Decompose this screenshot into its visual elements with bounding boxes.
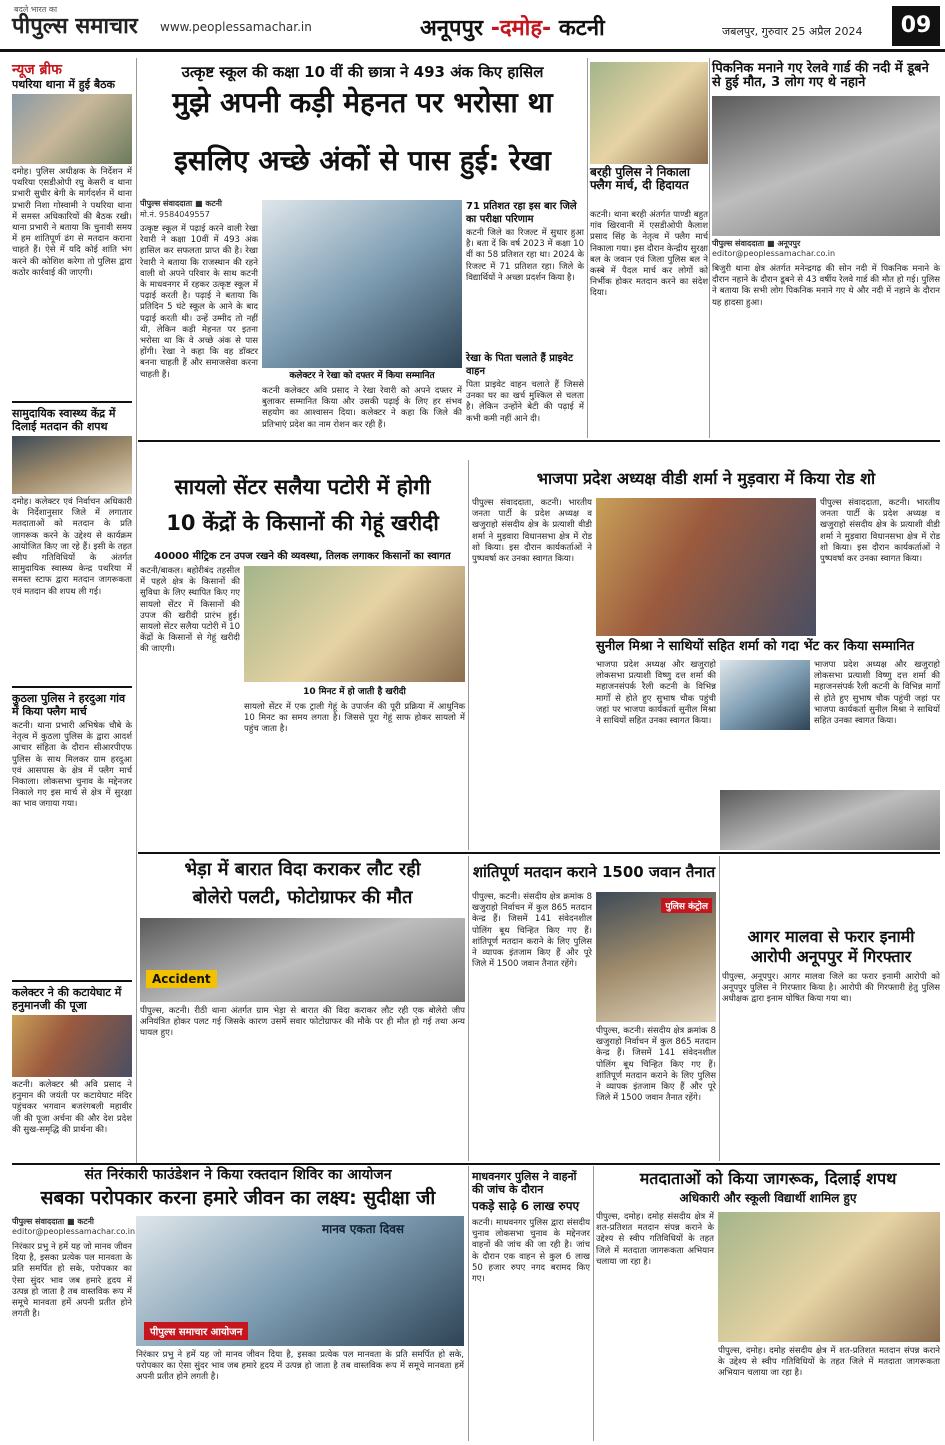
voter-oath-photo: [718, 1212, 940, 1342]
sidebar-headline: 71 प्रतिशत रहा इस बार जिले का परीक्षा परिणाम: [466, 201, 577, 225]
nirankari-body: निरंकार प्रभु ने हमें यह जो मानव जीवन दिया है, इसका प्रत्येक पल मानवता के प्रति समर्पित हो सके, परोपकार का ऐसा सुंदर भाव जब हमारे हृदय में उत्पन्न हो जाता है तब वास्तविक रूप में समूचे मानवता हमें अपनी प्रतीत होने लगती है।: [12, 1242, 132, 1320]
roadshow-sub-body: भाजपा प्रदेश अध्यक्ष और खजुराहो लोकसभा प्रत्याशी विष्णु दत्त शर्मा की महाजनसंपर्क रैली कटनी के विभिन्न मार्गों से होते हुए सुभाष चौक पहुंची जहां पर भाजपा कार्यकर्ता सुनील मिश्रा ने साथियों सहित उनका स्वागत किया।: [596, 660, 716, 727]
lead-photo-caption: कलेक्टर ने रेखा को दफ्तर में किया सम्मानित: [262, 368, 462, 384]
wheat-photo-caption: 10 मिनट में हो जाती है खरीदी: [244, 684, 465, 700]
roadshow-subheadline: सुनील मिश्रा ने साथियों सहित शर्मा को गदा भेंट कर किया सम्मानित: [596, 639, 915, 654]
email[interactable]: editor@peoplessamachar.co.in: [12, 1227, 136, 1236]
brief-photo: [12, 1015, 132, 1077]
issue-date: जबलपुर, गुरुवार 25 अप्रैल 2024: [722, 25, 863, 38]
accident-body: पीपुल्स, कटनी। रीठी थाना अंतर्गत ग्राम भेड़ा से बारात की विदा कराकर लौट रही एक बोलेरो जीप अनियंत्रित होकर पलट गई जिसके कारण उसमें सवार फोटोग्राफर की मौके पर ही मौत हो गई तथा अन्य घायल हुए।: [140, 1006, 465, 1039]
nirankari-body-2: निरंकार प्रभु ने हमें यह जो मानव जीवन दिया है, इसका प्रत्येक पल मानवता के प्रति समर्पित हो सके, परोपकार का ऐसा सुंदर भाव जब हमारे हृदय में उत्पन्न हो जाता है तब वास्तविक रूप में समूचे मानवता हमें अपनी प्रतीत होने लगती है।: [136, 1350, 464, 1383]
drowning-photo: [712, 96, 940, 236]
site-url[interactable]: www.peoplessamachar.in: [160, 20, 312, 34]
roadshow-body-2: पीपुल्स संवाददाता, कटनी। भारतीय जनता पार्टी के प्रदेश अध्यक्ष व खजुराहो संसदीय क्षेत्र के प्रत्याशी वीडी शर्मा ने मुड़वारा विधानसभा क्षेत्र में रोड शो किया। इस दौरान कार्यकर्ताओं ने पुष्पवर्षा कर उनका स्वागत किया।: [820, 498, 940, 565]
voter-oath-kicker: अधिकारी और स्कूली विद्यार्थी शामिल हुए: [679, 1191, 857, 1205]
byline: पीपुल्स संवाददाता ■ कटनी: [12, 1217, 95, 1226]
lead-sidebar: [466, 200, 584, 436]
sidebar-headline: रेखा के पिता चलाते हैं प्राइवेट वाहन: [466, 353, 574, 377]
lead-headline-1: मुझे अपनी कड़ी मेहनत पर भरोसा था: [172, 86, 553, 119]
brief-body: कटनी। कलेक्टर श्री अवि प्रसाद ने हनुमान की जयंती पर कटायेघाट मंदिर पहुंचकर भगवान बजरंगबली महावीर जी की पूजा अर्चना की और देश प्रदेश की सुख-समृद्धि की प्रार्थना की।: [12, 1080, 132, 1135]
city-damoh: दमोह: [499, 16, 543, 41]
news-brief-column: [12, 78, 132, 1163]
arrest-headline-2: आरोपी अनूपपुर में गिरफ्तार: [750, 947, 912, 966]
voter-oath-body: पीपुल्स, दमोह। दमोह संसदीय क्षेत्र में शत-प्रतिशत मतदान संपन्न कराने के उद्देश्य से स्वीप गतिविधियों के तहत जिले में मतदाता जागरूकता अभियान चलाया जा रहा है।: [596, 1212, 714, 1267]
logo-text: पीपुल्स समाचार: [12, 14, 138, 39]
lead-photo: [262, 200, 462, 368]
logo-subtitle: बदले भारत का: [14, 5, 58, 14]
wheat-body: कटनी/बाकल। बहोरीबंद तहसील में पहले क्षेत्र के किसानों की सुविधा के लिए स्थापित किए गए सायलो सेंटर में किसानों की उपज की खरीदी प्रारंभ हुई। सायलो सेंटर सलैया पटोरी में 10 केंद्रों के किसानों से गेहूं खरीदी की जाएगी।: [140, 566, 240, 655]
arrest-body: पीपुल्स, अनूपपुर। आगर मालवा जिले का फरार इनामी आरोपी को अनूपपुर पुलिस ने गिरफ्तार किया है। आरोपी की गिरफ्तारी हेतु पुलिस अधीक्षक द्वारा इनाम घोषित किया गया था।: [722, 972, 940, 1005]
brief-body: दमोह। कलेक्टर एवं निर्वाचन अधिकारी के निर्देशानुसार जिले में लगातार मतदाताओं को मतदान के प्रति जागरूक करने के उद्देश्य से कार्यक्रम आयोजित किए जा रहे हैं। इसी के तहत स्वीप गतिविधियों के अंतर्गत सामुदायिक स्वास्थ्य केन्द्र पथरिया में समस्त स्टाफ द्वारा मतदान जागरूकता एवं मतदान की शपथ ली गई।: [12, 497, 132, 597]
arrest-banner-photo: [720, 790, 940, 850]
city-anuppur: अनूपपुर: [420, 16, 484, 41]
roadshow-sub-body-2: भाजपा प्रदेश अध्यक्ष और खजुराहो लोकसभा प्रत्याशी विष्णु दत्त शर्मा की महाजनसंपर्क रैली कटनी के विभिन्न मार्गों से होते हुए सुभाष चौक पहुंची जहां पर भाजपा कार्यकर्ता सुनील मिश्रा ने साथियों सहित उनका स्वागत किया।: [814, 660, 940, 727]
nirankari-byline-block: [12, 1216, 136, 1240]
vehicle-check-kicker: माधवनगर पुलिस ने वाहनों की जांच के दौरान: [472, 1170, 577, 1196]
wheat-kicker: 40000 मीट्रिक टन उपज रखने की व्यवस्था, तिलक लगाकर किसानों का स्वागत: [154, 551, 451, 562]
nirankari-kicker: संत निरंकारी फाउंडेशन ने किया रक्तदान शिविर का आयोजन: [84, 1167, 392, 1183]
drowning-headline: पिकनिक मनाने गए रेलवे गार्ड की नदी में डूबने से हुई मौत, 3 लोग गए थे नहाने: [712, 61, 929, 91]
lead-headline-2: इसलिए अच्छे अंकों से पास हुई: रेखा: [174, 144, 551, 177]
lead-kicker: उत्कृष्ट स्कूल की कक्षा 10 वीं की छात्रा ने 493 अंक किए हासिल: [181, 63, 544, 81]
byline: पीपुल्स संवाददाता ■ कटनी: [140, 199, 223, 208]
flag-march-body: कटनी। थाना बरही अंतर्गत पाण्डी बहुत गांव खिरवानी में एसडीओपी कैलाश प्रसाद सिंह के नेतृत्व में फ्लैग मार्च निकाला गया। इस दौरान केन्द्रीय सुरक्षा बल के जवान एवं जिला पुलिस बल ने कस्बे में पैदल मार्च कर लोगों को निर्भीक होकर मतदान करने का संदेश दिया।: [590, 210, 708, 299]
wheat-photo-caption-body: सायलो सेंटर में एक ट्राली गेहूं के उपार्जन की पूरी प्रक्रिया में आधुनिक 10 मिनट का समय लगता है। जिससे पूरा गेहूं साफ होकर सायलो में पहुंच जाता है।: [244, 702, 465, 735]
brief-headline: सामुदायिक स्वास्थ्य केंद्र में दिलाई मतदान की शपथ: [12, 407, 116, 433]
accident-photo: [140, 918, 465, 1002]
arrest-headline-1: आगर मालवा से फरार इनामी: [747, 927, 915, 946]
control-room-sign: पुलिस कंट्रोल: [661, 898, 712, 913]
byline: पीपुल्स संवाददाता ■ अनूपपुर: [712, 239, 801, 248]
nirankari-photo: [136, 1216, 464, 1346]
roadshow-headline: भाजपा प्रदेश अध्यक्ष वीडी शर्मा ने मुड़वारा में किया रोड शो: [536, 469, 876, 488]
accident-label: Accident: [146, 970, 217, 988]
security-body-2: पीपुल्स, कटनी। संसदीय क्षेत्र क्रमांक 8 खजुराहो निर्वाचन में कुल 865 मतदान केन्द्र हैं। जिसमें 141 संवेदनशील पोलिंग बूथ चिन्हित किए गए हैं। शांतिपूर्ण मतदान कराने के लिए पुलिस ने व्यापक इंतजाम किए हैं और पूरे जिले में 1500 जवान तैनात रहेंगे।: [596, 1026, 716, 1104]
newspaper-logo[interactable]: [12, 5, 138, 40]
brief-headline: कलेक्टर ने की कटायेघाट में हनुमानजी की पूजा: [12, 986, 122, 1012]
sidebar-body: कटनी जिले का रिजल्ट में सुधार हुआ है। बता दें कि वर्ष 2023 में कक्षा 10 वीं का 58 प्रतिशत रहा था। 2024 के रिजल्ट में 71 प्रतिशत रहा। जिले के विद्यार्थियों ने अच्छा प्रदर्शन किया है।: [466, 228, 584, 283]
roadshow-photo: [596, 498, 816, 636]
brief-headline: पथरिया थाना में हुई बैठक: [12, 78, 115, 91]
edition-cities: अनूपपुर -दमोह- कटनी: [420, 16, 605, 41]
flag-march-headline: बरही पुलिस ने निकाला फ्लैग मार्च, दी हिदायत: [590, 165, 690, 192]
drowning-byline-block: [712, 238, 940, 262]
vehicle-check-body: कटनी। माधवनगर पुलिस द्वारा संसदीय चुनाव लोकसभा चुनाव के मद्देनजर वाहनों की जांच की जा रही है। जांच के दौरान एक वाहन से कुल 6 लाख 50 हजार रुपए नगद बरामद किए गए।: [472, 1218, 590, 1285]
wheat-headline-1: सायलो सेंटर सलैया पटोरी में होगी: [174, 475, 431, 499]
vehicle-check-headline: पकड़े साढ़े 6 लाख रुपए: [472, 1199, 580, 1213]
lead-byline-block: [140, 198, 258, 220]
voter-oath-headline: मतदाताओं को किया जागरूक, दिलाई शपथ: [639, 1169, 897, 1188]
wheat-photo: [244, 566, 465, 682]
page-number: 09: [892, 6, 940, 46]
sidebar-body: पिता प्राइवेट वाहन चलाते हैं जिससे उनका घर का खर्च मुश्किल से चलता है। लेकिन उन्होंने बेटी की पढ़ाई में कभी कमी नहीं आने दी।: [466, 380, 584, 424]
lead-photo-caption-body: कटनी कलेक्टर अवि प्रसाद ने रेखा रेवारी को अपने दफ्तर में बुलाकर सम्मानित किया और उसकी पढ़ाई के लिए हर संभव सहयोग का आश्वासन दिया। कलेक्टर ने कहा कि जिले की प्रतिभाएं प्रदेश का नाम रोशन कर रही हैं।: [262, 386, 462, 430]
security-photo: [596, 892, 716, 1022]
drowning-body: बिजुरी थाना क्षेत्र अंतर्गत मनेन्द्रगढ़ की सोन नदी में पिकनिक मनाने के दौरान नहाने के दौरान डूबने से 43 वर्षीय रेलवे गार्ड की मौत हो गई। पुलिस ने बताया कि सभी लोग पिकनिक मनाने गए थे और नदी में नहाने के दौरान यह हादसा हुआ।: [712, 264, 940, 308]
security-headline: शांतिपूर्ण मतदान कराने 1500 जवान तैनात: [472, 863, 716, 881]
brief-body: कटनी। थाना प्रभारी अभिषेक चौबे के नेतृत्व में कुठला पुलिस के द्वारा आदर्श आचार संहिता के दौरान सीआरपीएफ पुलिस के साथ मिलकर ग्राम हरदुआ एवं आसपास के क्षेत्र में फ्लैग मार्च निकाला। लोकसभा चुनाव के मद्देनजर निकाले गए इस मार्च से क्षेत्र में सुरक्षा का भाव जगाया गया।: [12, 721, 132, 810]
brief-body: दमोह। पुलिस अधीक्षक के निर्देशन में पथरिया एसडीओपी रघु केसरी व थाना प्रभारी सुधीर बेगी के मार्गदर्शन में थाना प्रभारी निशा गोस्वामी ने पथरिया थाना में समस्त अधिकारियों की बैठक रखी। थाना प्रभारी ने बताया कि चुनावी समय में हम शांतिपूर्ण ढंग से मतदान कराना चाहते हैं। ऐसे में यदि कोई शांति भंग करने की कोशिश करेगा तो पुलिस द्वारा कठोर कार्रवाई की जाएगी।: [12, 167, 132, 278]
accident-headline-1: भेड़ा में बारात विदा कराकर लौट रही: [184, 859, 421, 880]
email[interactable]: editor@peoplessamachar.co.in: [712, 249, 836, 258]
brief-headline: कुठला पुलिस ने हरदुआ गांव में किया फ्लैग मार्च: [12, 692, 126, 718]
mace-photo: [720, 660, 810, 730]
city-katni: कटनी: [558, 16, 605, 41]
event-tag: पीपुल्स समाचार आयोजन: [144, 1322, 248, 1340]
wheat-headline-2: 10 केंद्रों के किसानों की गेहूं खरीदी: [166, 511, 439, 535]
flag-march-photo: [590, 62, 708, 164]
masthead: [0, 0, 945, 52]
accident-headline-2: बोलेरो पलटी, फोटोग्राफर की मौत: [192, 887, 413, 908]
brief-photo: [12, 436, 132, 494]
unity-day-banner: मानव एकता दिवस: [321, 1222, 404, 1236]
lead-body: उत्कृष्ट स्कूल में पढ़ाई करने वाली रेखा रेवारी ने कक्षा 10वीं में 493 अंक हासिल कर सफलता प्राप्त की है। रेखा रेवारी ने बताया कि राजस्थान की रहने वाली वो अपने परिवार के साथ कटनी के माधवनगर में रहकर उत्कृष्ट स्कूल में पढ़ाई करती है। पढ़ाई ने बताया कि प्रतिदिन 5 घंटे स्कूल के आने के बाद पढ़ाई करती थी। उन्हें उम्मीद तो नहीं थी, लेकिन कड़ी मेहनत पर इतना भरोसा था कि वे अच्छे अंक से पास होंगी। रेखा ने कहा कि वह डॉक्टर बनना चाहती हैं और समाजसेवा करना चाहती हैं।: [140, 224, 258, 380]
nirankari-headline: सबका परोपकार करना हमारे जीवन का लक्ष्य: सुदीक्षा जी: [40, 1187, 436, 1209]
brief-photo: [12, 94, 132, 164]
roadshow-body: पीपुल्स संवाददाता, कटनी। भारतीय जनता पार्टी के प्रदेश अध्यक्ष व खजुराहो संसदीय क्षेत्र के प्रत्याशी वीडी शर्मा ने मुड़वारा विधानसभा क्षेत्र में रोड शो किया। इस दौरान कार्यकर्ताओं ने पुष्पवर्षा कर उनका स्वागत किया।: [472, 498, 592, 565]
mobile-number: मो.नं. 9584049557: [140, 210, 210, 219]
voter-oath-body-2: पीपुल्स, दमोह। दमोह संसदीय क्षेत्र में शत-प्रतिशत मतदान संपन्न कराने के उद्देश्य से स्वीप गतिविधियों के तहत जिले में मतदाता जागरूकता अभियान चलाया जा रहा है।: [718, 1346, 940, 1379]
security-body: पीपुल्स, कटनी। संसदीय क्षेत्र क्रमांक 8 खजुराहो निर्वाचन में कुल 865 मतदान केन्द्र हैं। जिसमें 141 संवेदनशील पोलिंग बूथ चिन्हित किए गए हैं। शांतिपूर्ण मतदान कराने के लिए पुलिस ने व्यापक इंतजाम किए हैं और पूरे जिले में 1500 जवान तैनात रहेंगे।: [472, 892, 592, 970]
news-brief-title: न्यूज ब्रीफ: [12, 62, 62, 78]
